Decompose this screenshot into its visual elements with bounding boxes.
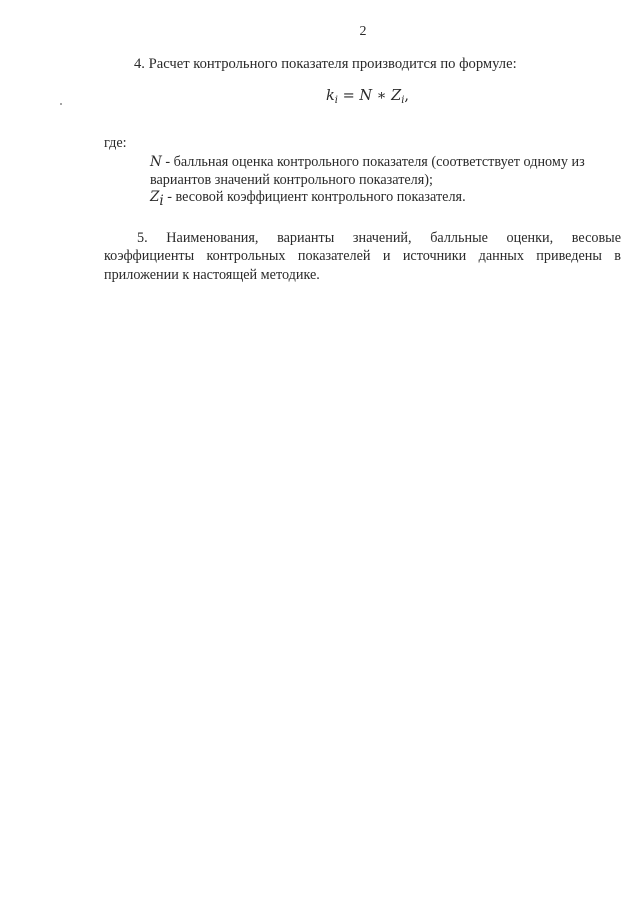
formula-k: k xyxy=(326,88,335,104)
formula-equals: = xyxy=(338,88,360,104)
definition-n-text-1: - балльная оценка контрольного показателя (соответствует одному из xyxy=(161,154,585,170)
formula xyxy=(326,88,409,106)
definition-z xyxy=(150,189,466,209)
page-number: 2 xyxy=(359,24,367,39)
definition-n-line-2: вариантов значений контрольного показателя); xyxy=(150,172,433,188)
definition-z-sub: i xyxy=(159,192,164,209)
definition-n-line-1 xyxy=(150,154,585,171)
definition-z-text: - весовой коэффициент контрольного показателя. xyxy=(163,189,466,205)
formula-k-sub: i xyxy=(334,95,338,106)
section-5-line-2: коэффициенты контрольных показателей и источники данных приведены в xyxy=(104,248,621,265)
scan-speck xyxy=(60,103,62,105)
section-5-paragraph xyxy=(104,229,621,284)
formula-comma: , xyxy=(404,88,410,104)
section-5-line-1: 5. Наименования, варианты значений, балльные оценки, весовые xyxy=(137,230,621,246)
formula-z: Z xyxy=(391,88,402,104)
formula-n: N xyxy=(359,88,373,104)
definition-z-symbol: Z xyxy=(150,189,160,205)
formula-times: ∗ xyxy=(372,88,392,104)
definition-n-symbol: N xyxy=(150,154,162,170)
section-4-text: 4. Расчет контрольного показателя производится по формуле: xyxy=(134,56,517,72)
section-5-line-3: приложении к настоящей методике. xyxy=(104,266,320,283)
where-label: где: xyxy=(104,135,127,151)
formula-z-sub: i xyxy=(401,95,405,106)
